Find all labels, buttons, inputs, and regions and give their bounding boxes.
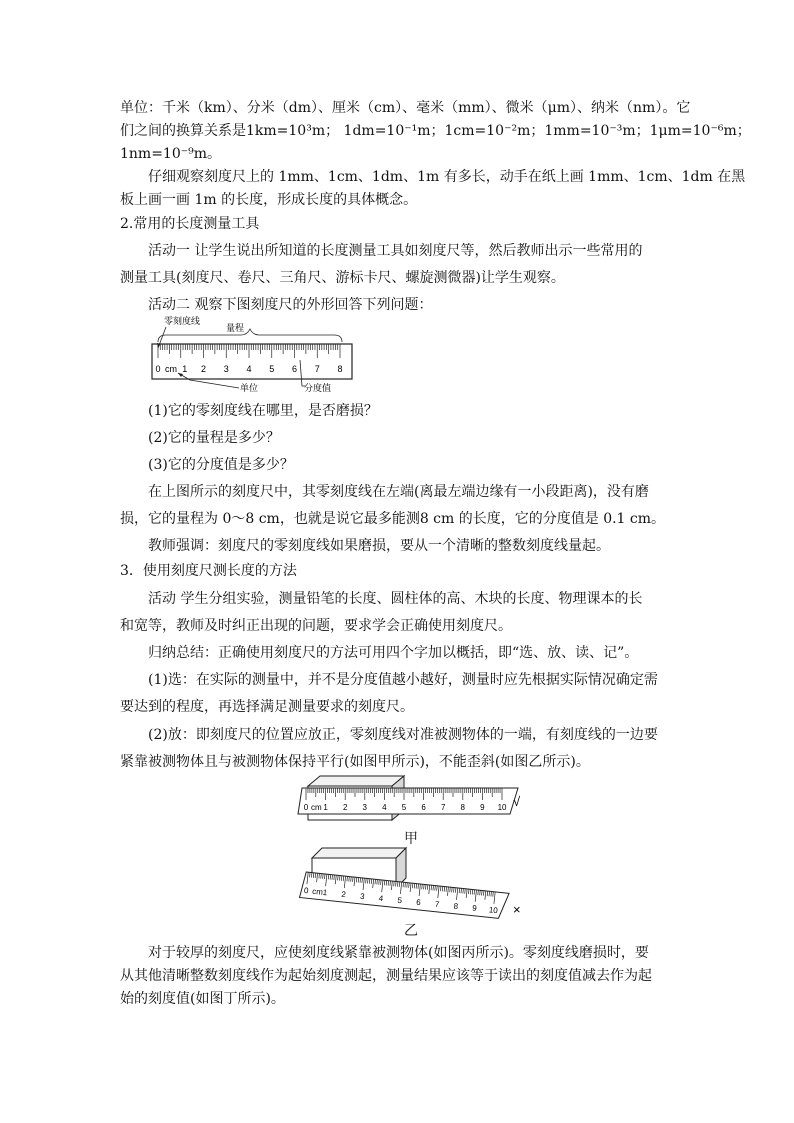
ruler-diagram <box>144 314 394 396</box>
ruler-tick-number: 1 <box>323 803 328 812</box>
ruler-tick-number: 5 <box>397 895 403 906</box>
cross-mark: × <box>513 902 521 917</box>
range-brace <box>158 329 342 342</box>
ruler-tick-number: 2 <box>340 889 347 900</box>
ruler-tick-number: 8 <box>337 364 343 374</box>
answer-line-1: 在上图所示的刻度尺中，其零刻度线在左端(离最左端边缘有一小段距离)，没有磨 <box>148 484 649 500</box>
ruler-tick-number: 10 <box>497 803 507 812</box>
place-line-1: (2)放：即刻度尺的位置应放正，零刻度线对准被测物体的一端，有刻度线的一边要 <box>148 727 658 743</box>
ruler-tick-number: 10 <box>488 905 499 916</box>
activity-2-line: 活动二 观察下图刻度尺的外形回答下列问题： <box>148 297 433 313</box>
figure-jia <box>296 770 536 826</box>
units-line-1: 单位：千米（km）、分米（dm）、厘米（cm）、毫米（mm）、微米（μm）、纳米（nm）。它 <box>120 100 691 116</box>
ruler-yi-unit: cm <box>311 886 324 897</box>
block-top <box>308 776 404 786</box>
ruler-tick-number: 1 <box>322 887 328 898</box>
ruler-tick-number: 2 <box>200 364 206 374</box>
ruler-tick-number: 3 <box>223 364 229 374</box>
activity-line-2: 和宽等，教师及时纠正出现的问题，要求学会正确使用刻度尺。 <box>120 618 512 634</box>
ruler-tick-number: 4 <box>382 803 387 812</box>
summary-line: 归纳总结：正确使用刻度尺的方法可用四个字加以概括，即“选、放、读、记”。 <box>148 645 639 661</box>
select-line-1: (1)选：在实际的测量中，并不是分度值越小越好，测量时应先根据实际情况确定需 <box>148 672 658 688</box>
thick-ruler-line-1: 对于较厚的刻度尺，应使刻度线紧靠被测物体(如图丙所示)。零刻度线磨损时，要 <box>148 945 649 961</box>
ruler-tick-number: 8 <box>460 803 466 812</box>
units-line-2: 们之间的换算关系是1km=10³m； 1dm=10⁻¹m；1cm=10⁻²m；1mm=10⁻³m；1μm=10⁻⁶m； <box>120 123 751 139</box>
ruler-tick-number: 4 <box>246 364 252 374</box>
unit-label: 单位 <box>240 383 259 393</box>
answer-line-2: 损，它的量程为 0～8 cm，也就是说它最多能测8 cm 的长度，它的分度值是 0.1 cm。 <box>120 511 666 527</box>
ruler-tick-number: 7 <box>440 803 446 812</box>
question-1: (1)它的零刻度线在哪里，是否磨损？ <box>148 403 378 419</box>
range-label: 量程 <box>226 323 245 333</box>
check-mark: √ <box>513 794 521 809</box>
ruler-tick-number: 5 <box>269 364 275 374</box>
select-line-2: 要达到的程度，再选择满足测量要求的刻度尺。 <box>120 699 414 715</box>
ruler-tick-number: 1 <box>182 364 188 374</box>
question-2: (2)它的量程是多少？ <box>148 430 280 446</box>
ruler-tick-number: 2 <box>342 803 348 812</box>
figure-jia-caption: 甲 <box>404 831 418 847</box>
ruler-tick-numbers <box>155 364 342 374</box>
teacher-emphasis: 教师强调：刻度尺的零刻度线如果磨损，要从一个清晰的整数刻度线量起。 <box>148 538 610 554</box>
activity-1-line-1: 活动一 让学生说出所知道的长度测量工具如刻度尺等，然后教师出示一些常用的 <box>148 243 643 259</box>
section-3-heading: 3．使用刻度尺测长度的方法 <box>120 563 297 579</box>
ruler-jia-unit: cm <box>311 803 322 812</box>
zero-line-label: 零刻度线 <box>164 316 201 326</box>
ruler-tick-number: 5 <box>401 803 407 812</box>
ruler-tick-number: 6 <box>291 364 297 374</box>
section-2-heading: 2.常用的长度测量工具 <box>120 216 260 232</box>
question-3: (3)它的分度值是多少？ <box>148 457 294 473</box>
figure-yi-caption: 乙 <box>404 923 418 939</box>
ruler-tick-number: 8 <box>453 901 459 912</box>
ruler-tick-number: 9 <box>471 903 478 914</box>
block-top <box>312 848 406 858</box>
ruler-tick-number: 7 <box>314 364 320 374</box>
ruler-tick-number: 0 <box>155 364 161 374</box>
ruler-tick-number: 6 <box>415 897 422 908</box>
ruler-tick-number: 6 <box>421 803 426 812</box>
observe-line-1: 仔细观察刻度尺上的 1mm、1cm、1dm、1m 有多长，动手在纸上画 1mm、1cm、1dm 在黑 <box>148 169 746 185</box>
ruler-tick-number: 3 <box>362 803 368 812</box>
ruler-tick-number: 7 <box>434 899 440 910</box>
figure-yi <box>296 846 536 920</box>
activity-line-1: 活动 学生分组实验，测量铅笔的长度、圆柱体的高、木块的长度、物理课本的长 <box>148 591 643 607</box>
ruler-tick-number: 0 <box>303 885 309 896</box>
ruler-tick-number: 4 <box>378 893 384 904</box>
thick-ruler-line-3: 始的刻度值(如图丁所示)。 <box>120 991 285 1007</box>
ruler-tick-number: 9 <box>480 803 485 812</box>
thick-ruler-line-2: 从其他清晰整数刻度线作为起始刻度测起，测量结果应该等于读出的刻度值减去作为起 <box>120 968 652 984</box>
units-line-3: 1nm=10⁻⁹m。 <box>120 146 222 162</box>
ruler-unit-text: cm <box>165 364 177 374</box>
division-label: 分度值 <box>304 383 332 393</box>
observe-line-2: 板上画一画 1m 的长度，形成长度的具体概念。 <box>120 192 418 208</box>
place-line-2: 紧靠被测物体且与被测物体保持平行(如图甲所示)，不能歪斜(如图乙所示)。 <box>120 754 590 770</box>
activity-1-line-2: 测量工具(刻度尺、卷尺、三角尺、游标卡尺、螺旋测微器)让学生观察。 <box>120 270 565 286</box>
ruler-tick-number: 3 <box>359 891 366 902</box>
ruler-tick-number: 0 <box>303 803 309 812</box>
